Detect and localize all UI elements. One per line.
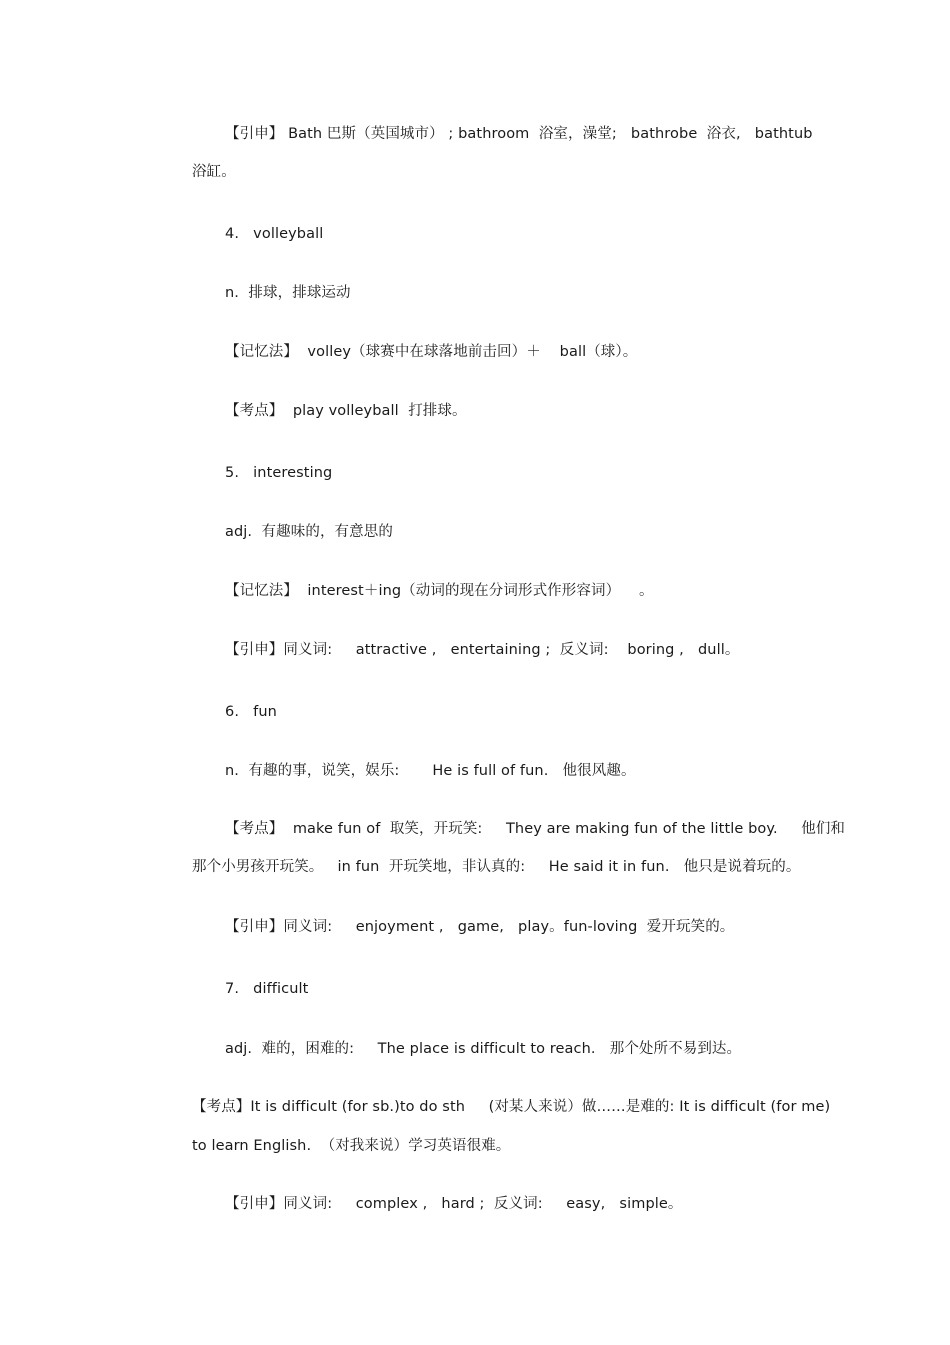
paragraph-bath-extension: 【引申】 Bath 巴斯（英国城市） ; bathroom 浴室，澡堂; bathrobe 浴衣, bathtub <box>225 126 813 142</box>
paragraph-bath-extension-cont: 浴缸。 <box>192 164 236 180</box>
key-point-difficult-cont: to learn English. （对我来说）学习英语很难。 <box>192 1138 511 1154</box>
entry-heading-interesting: 5. interesting <box>225 465 333 481</box>
definition-interesting: adj. 有趣味的，有意思的 <box>225 524 393 540</box>
definition-fun: n. 有趣的事，说笑，娱乐: He is full of fun. 他很风趣。 <box>225 763 636 779</box>
entry-heading-volleyball: 4. volleyball <box>225 226 324 242</box>
definition-difficult: adj. 难的，困难的: The place is difficult to reach. 那个处所不易到达。 <box>225 1041 742 1057</box>
key-point-difficult: 【考点】It is difficult (for sb.)to do sth (对某人来说）做……是难的: It is difficult (for me) <box>192 1099 831 1115</box>
entry-heading-difficult: 7. difficult <box>225 981 309 997</box>
synonyms-interesting: 【引申】同义词: attractive , entertaining ; 反义词: boring , dull。 <box>225 642 740 658</box>
key-point-volleyball: 【考点】 play volleyball 打排球。 <box>225 403 467 419</box>
memory-tip-interesting: 【记忆法】 interest＋ing（动词的现在分词形式作形容词） 。 <box>225 583 654 599</box>
key-point-fun: 【考点】 make fun of 取笑，开玩笑: They are making fun of the little boy. 他们和 <box>225 821 846 837</box>
synonyms-difficult: 【引申】同义词: complex , hard ; 反义词: easy, simple。 <box>225 1196 683 1212</box>
memory-tip-volleyball: 【记忆法】 volley（球赛中在球落地前击回）＋ ball（球）。 <box>225 344 638 360</box>
definition-volleyball: n. 排球，排球运动 <box>225 285 351 301</box>
key-point-fun-cont: 那个小男孩开玩笑。 in fun 开玩笑地，非认真的: He said it in fun. 他只是说着玩的。 <box>192 859 801 875</box>
synonyms-fun: 【引申】同义词: enjoyment , game, play。fun-loving 爱开玩笑的。 <box>225 919 735 935</box>
entry-heading-fun: 6. fun <box>225 704 277 720</box>
